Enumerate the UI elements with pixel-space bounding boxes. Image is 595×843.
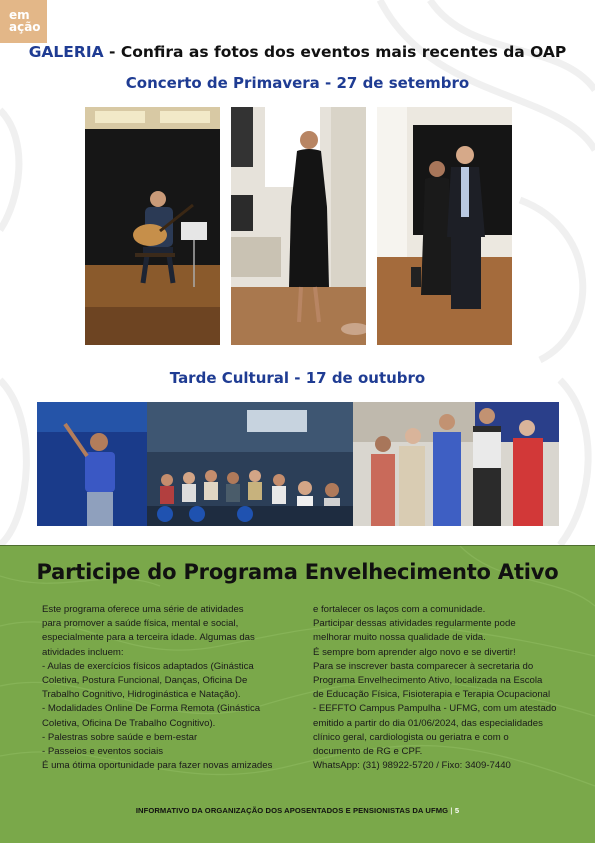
left-line: - Modalidades Online De Forma Remota (Ginástica — [42, 703, 261, 715]
program-right-column — [313, 603, 556, 773]
right-line: emitido a partir do dia 01/06/2024, das especialidades — [313, 717, 543, 729]
left-line: Coletiva, Oficina De Trabalho Cognitivo). — [42, 717, 216, 729]
event-title-concert: Concerto de Primavera - 27 de setembro — [125, 74, 470, 92]
left-line: atividades incluem: — [42, 646, 124, 658]
right-line: Para se inscrever basta comparecer à secretaria do — [313, 660, 534, 672]
program-left-column — [42, 603, 272, 773]
right-line: de Educação Física, Fisioterapia e Terapia Ocupacional — [313, 689, 551, 701]
left-line: Este programa oferece uma série de atividades — [42, 604, 244, 615]
gallery-label: GALERIA — [28, 43, 104, 61]
right-line: WhatsApp: (31) 98922-5720 / Fixo: 3409-7440 — [313, 760, 511, 772]
section-badge — [0, 0, 47, 43]
photo-guitarist — [85, 107, 220, 345]
program-panel — [0, 545, 595, 843]
photo-couple — [377, 107, 512, 345]
right-line: Programa Envelhecimento Ativo, localizada na Escola — [313, 675, 543, 687]
gallery-subtitle: - Confira as fotos dos eventos mais recentes da OAP — [103, 43, 567, 61]
left-line: - Palestras sobre saúde e bem-estar — [42, 731, 198, 743]
left-line: para promover a saúde física, mental e social, — [42, 618, 239, 630]
event-title-cultural: Tarde Cultural - 17 de outubro — [169, 369, 426, 387]
left-line: - Passeios e eventos sociais — [42, 746, 164, 758]
gallery-headline — [0, 43, 595, 61]
right-line: - EEFFTO Campus Pampulha - UFMG, com um atestado — [313, 703, 557, 715]
photo-cultural-collage — [37, 402, 559, 526]
footer-separator: | — [450, 806, 453, 815]
left-line: Coletiva, Postura Funcional, Danças, Oficina De — [42, 675, 248, 687]
badge-line-1: em — [9, 8, 30, 22]
photo-speaker-woman — [231, 107, 366, 345]
right-line: Participar dessas atividades regularmente pode — [313, 618, 516, 630]
left-line: - Aulas de exercícios físicos adaptados (Ginástica — [42, 660, 254, 672]
newsletter-footer — [0, 806, 595, 815]
footer-text: INFORMATIVO DA ORGANIZAÇÃO DOS APOSENTADOS E PENSIONISTAS DA UFMG — [135, 806, 449, 815]
right-line: clínico geral, cardiologista ou geriatra e com o — [313, 731, 509, 743]
left-line: É uma ótima oportunidade para fazer novas amizades — [42, 760, 273, 772]
badge-line-2: ação — [9, 20, 41, 34]
page-number: 5 — [454, 806, 460, 815]
right-line: É sempre bom aprender algo novo e se divertir! — [313, 646, 516, 658]
program-title: Participe do Programa Envelhecimento Ativo — [36, 560, 559, 584]
left-line: especialmente para a terceira idade. Algumas das — [42, 632, 255, 644]
left-line: Trabalho Cognitivo, Hidroginástica e Natação). — [42, 689, 241, 701]
right-line: melhorar muito nossa qualidade de vida. — [313, 632, 486, 644]
right-line: e fortalecer os laços com a comunidade. — [313, 604, 486, 615]
right-line: documento de RG e CPF. — [313, 746, 423, 758]
